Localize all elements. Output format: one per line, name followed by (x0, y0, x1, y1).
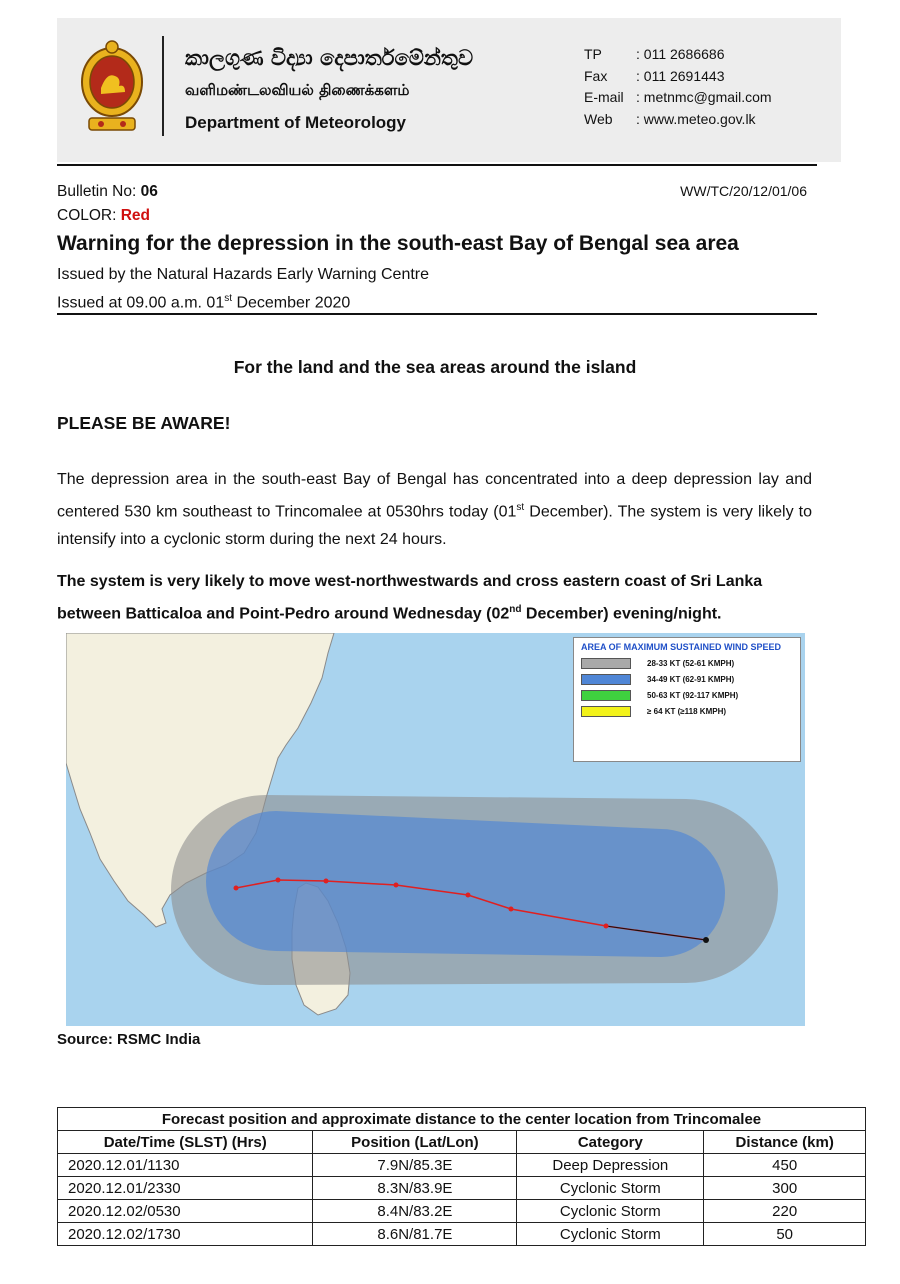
issued-by: Issued by the Natural Hazards Early Warning Centre (57, 266, 430, 283)
contact-block (584, 44, 772, 130)
legend-item-yellow: ≥ 64 KT (≥118 KMPH) (581, 706, 793, 717)
issued-info (57, 263, 429, 315)
org-name-english: Department of Meteorology (185, 113, 407, 132)
table-row: 2020.12.02/0530 8.4N/83.2E Cyclonic Storm 220 (58, 1200, 866, 1223)
header-position: Position (Lat/Lon) (313, 1131, 517, 1154)
legend-item-blue: 34-49 KT (62-91 KMPH) (581, 674, 793, 685)
header-distance: Distance (km) (704, 1131, 866, 1154)
issued-at: Issued at 09.00 a.m. 01st December 2020 (57, 293, 351, 312)
bulletin-reference: WW/TC/20/12/01/06 (680, 183, 807, 199)
table-row: 2020.12.02/1730 8.6N/81.7E Cyclonic Storm 50 (58, 1223, 866, 1246)
sri-lanka-emblem-icon (77, 38, 147, 136)
forecast-table (57, 1107, 866, 1246)
contact-email: E-mail : metnmc@gmail.com (584, 89, 772, 105)
current-position-point (703, 937, 709, 943)
warning-title: Warning for the depression in the south-east Bay of Bengal sea area (57, 232, 739, 255)
legend-item-green: 50-63 KT (92-117 KMPH) (581, 690, 793, 701)
org-name-tamil: வளிமண்டலவியல் திணைக்களம் (185, 81, 410, 99)
table-row: 2020.12.01/2330 8.3N/83.9E Cyclonic Storm 300 (58, 1177, 866, 1200)
contact-web: Web : www.meteo.gov.lk (584, 110, 756, 127)
bulletin-info (57, 180, 158, 228)
table-caption-row (58, 1108, 866, 1131)
map-source: Source: RSMC India (57, 1031, 201, 1048)
contact-phone: TP : 011 2686686 (584, 46, 725, 62)
legend-title: AREA OF MAXIMUM SUSTAINED WIND SPEED (581, 642, 782, 652)
divider-line (57, 313, 817, 315)
aware-heading: PLEASE BE AWARE! (57, 413, 231, 433)
table-header-row (58, 1131, 866, 1154)
table-caption: Forecast position and approximate distance to the center location from Trincomalee (58, 1108, 866, 1131)
header-divider (162, 36, 164, 136)
landfall-paragraph: The system is very likely to move west-northwestwards and cross eastern coast of Sri Lanka between Batticaloa and Point-Pedro around Wednesday (02nd December) evening/night. (57, 573, 763, 623)
bulletin-number: Bulletin No: 06 (57, 183, 158, 200)
header-category: Category (517, 1131, 704, 1154)
wind-area-34-49kt (206, 811, 725, 957)
contact-fax: Fax : 011 2691443 (584, 67, 725, 84)
description-paragraph: The depression area in the south-east Bay of Bengal has concentrated into a deep depression lay and centered 530 km southeast to Trincomalee at 0530hrs today (01st December). The system is very likely to intensify into a cyclonic storm during the next 24 hours. (57, 471, 812, 549)
legend-item-grey: 28-33 KT (52-61 KMPH) (581, 658, 793, 669)
map-legend (573, 637, 801, 762)
bulletin-color: COLOR: Red (57, 207, 151, 224)
org-name-sinhala: කාලගුණ විද්‍යා දෙපාර්තමේන්තුව (185, 46, 474, 70)
letterhead (57, 18, 841, 162)
table-row: 2020.12.01/1130 7.9N/85.3E Deep Depression 450 (58, 1154, 866, 1177)
organization-name (185, 46, 473, 133)
section-subtitle: For the land and the sea areas around the island (233, 357, 637, 377)
header-datetime: Date/Time (SLST) (Hrs) (58, 1131, 313, 1154)
divider-line (57, 164, 817, 166)
